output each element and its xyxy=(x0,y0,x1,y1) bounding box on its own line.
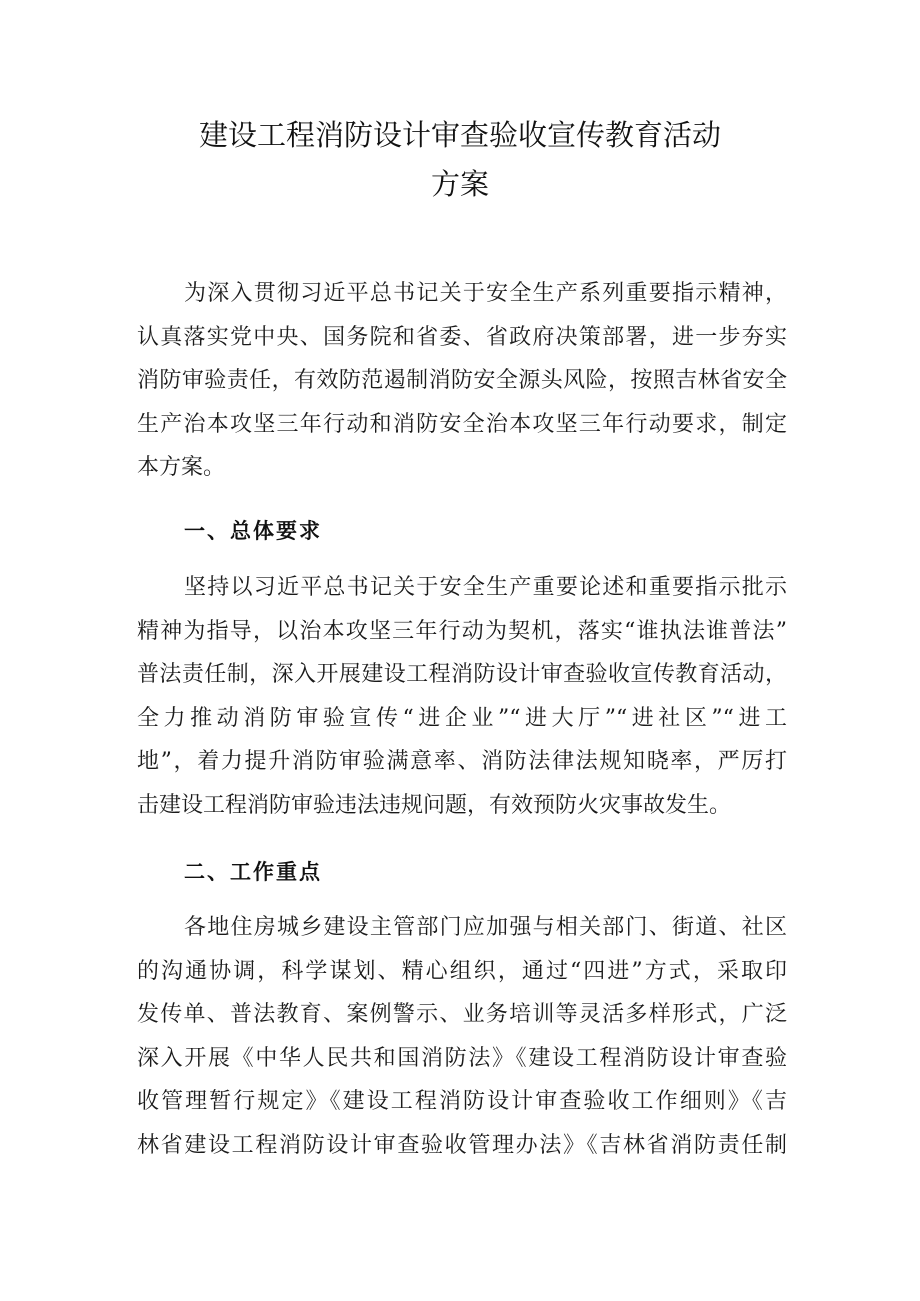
section1-line: 精神为指导，以治本攻坚三年行动为契机，落实“谁执法谁普法” xyxy=(137,618,787,644)
section-heading-work-focus: 二、工作重点 xyxy=(184,860,322,884)
section2-line: 收管理暂行规定》《建设工程消防设计审查验收工作细则》《吉 xyxy=(137,1089,787,1114)
section2-line: 深入开展《中华人民共和国消防法》《建设工程消防设计审查验 xyxy=(137,1045,787,1071)
intro-line: 认真落实党中央、国务院和省委、省政府决策部署，进一步夯实 xyxy=(137,324,787,350)
section2-paragraph xyxy=(137,906,787,1167)
section-heading-general-requirements: 一、总体要求 xyxy=(184,519,322,543)
intro-line: 本方案。 xyxy=(137,455,226,480)
document-title-line-1: 建设工程消防设计审查验收宣传教育活动 xyxy=(198,118,721,152)
section2-line: 林省建设工程消防设计审查验收管理办法》《吉林省消防责任制 xyxy=(137,1132,787,1158)
section2-line: 的沟通协调，科学谋划、精心组织，通过“四进”方式，采取印 xyxy=(137,958,787,984)
section1-paragraph xyxy=(137,566,787,827)
section1-line: 全力推动消防审验宣传“进企业”“进大厅”“进社区”“进工 xyxy=(137,705,787,731)
section2-line: 发传单、普法教育、案例警示、业务培训等灵活多样形式，广泛 xyxy=(137,1002,787,1027)
section1-line: 击建设工程消防审验违法违规问题，有效预防火灾事故发生。 xyxy=(137,792,732,818)
section1-line: 地”，着力提升消防审验满意率、消防法律法规知晓率，严厉打 xyxy=(137,749,787,774)
section2-line: 各地住房城乡建设主管部门应加强与相关部门、街道、社区 xyxy=(184,915,787,940)
document-title-line-2: 方案 xyxy=(430,167,489,201)
intro-line: 为深入贯彻习近平总书记关于安全生产系列重要指示精神， xyxy=(184,281,787,306)
section1-line: 普法责任制，深入开展建设工程消防设计审查验收宣传教育活动， xyxy=(137,662,787,687)
intro-line: 消防审验责任，有效防范遏制消防安全源头风险，按照吉林省安全 xyxy=(137,368,787,393)
intro-line: 生产治本攻坚三年行动和消防安全治本攻坚三年行动要求，制定 xyxy=(137,411,787,437)
intro-paragraph xyxy=(137,272,787,490)
section1-line: 坚持以习近平总书记关于安全生产重要论述和重要指示批示 xyxy=(184,575,787,600)
